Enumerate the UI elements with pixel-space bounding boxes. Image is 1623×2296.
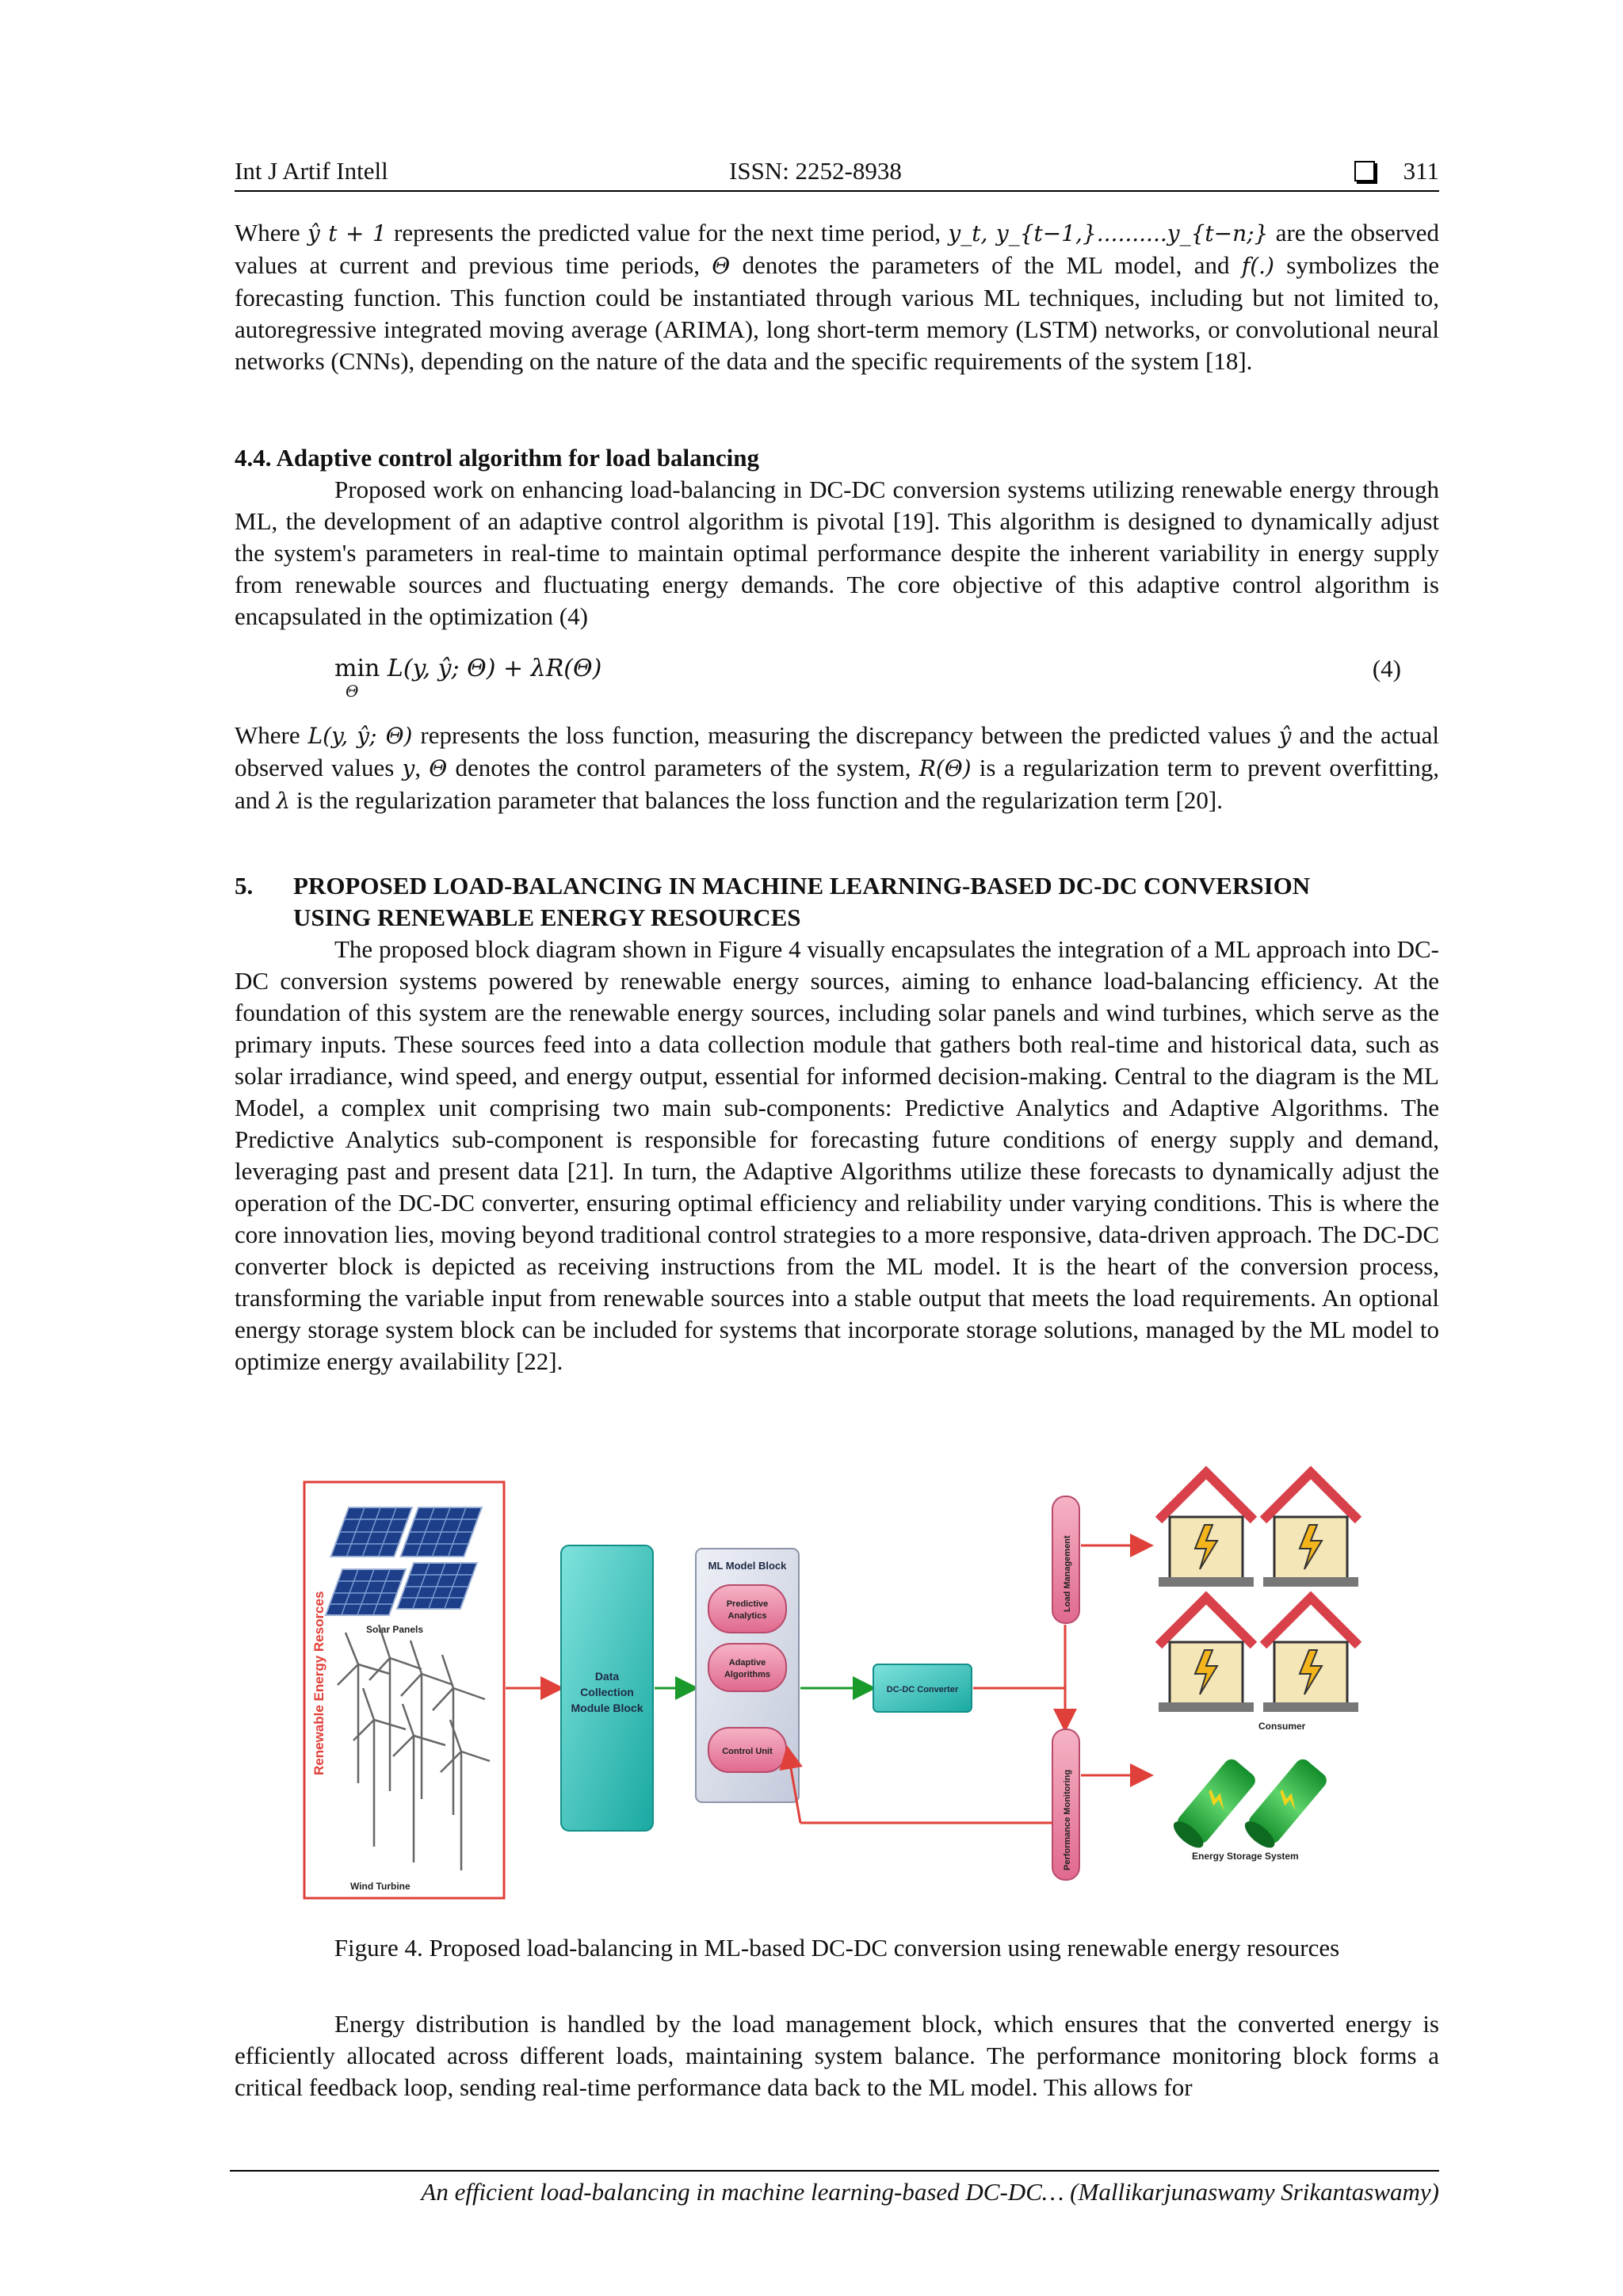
equation-number: (4) — [1372, 655, 1401, 682]
svg-text:DC-DC Converter: DC-DC Converter — [886, 1685, 959, 1694]
svg-text:Algorithms: Algorithms — [724, 1670, 771, 1679]
storage-label: Energy Storage System — [1192, 1851, 1299, 1862]
consumer-houses-icon — [1159, 1473, 1358, 1712]
svg-text:Data: Data — [594, 1670, 620, 1683]
svg-text:Collection: Collection — [580, 1686, 634, 1698]
svg-text:Control Unit: Control Unit — [722, 1747, 773, 1756]
adaptive-algorithms-unit — [708, 1644, 786, 1691]
wind-turbine-label: Wind Turbine — [350, 1881, 411, 1892]
checkbox-square-icon — [1354, 161, 1375, 181]
math-observed: y_t, y_{t−1,}..........y_{t−n;} — [948, 220, 1269, 246]
section-heading-5: 5. — [235, 872, 254, 900]
svg-text:Adaptive: Adaptive — [728, 1658, 766, 1668]
svg-text:Load Management: Load Management — [1063, 1535, 1072, 1612]
equation-4: min Θ L(y, ŷ; Θ) + λR(Θ) (4) — [334, 655, 1401, 701]
section-heading-5-line1: PROPOSED LOAD-BALANCING IN MACHINE LEARNING-BASED DC-DC CONVERSION — [293, 872, 1311, 900]
energy-storage-icon — [1170, 1756, 1330, 1852]
paragraph-loss-definition: Where L(y, ŷ; Θ) represents the loss function, measuring the discrepancy between the predicted values ŷ and the actual observed values y, Θ denotes the control parameters of the system, R(Θ) is a regularization term to prevent overfitting, and λ is the regularization parameter that balances the loss function and the regularization term [20]. — [235, 721, 1439, 814]
block-diagram-svg — [303, 1450, 1381, 1902]
consumer-label: Consumer — [1258, 1721, 1306, 1732]
math-yhat: ŷ t + 1 — [307, 220, 387, 246]
figure-4-block-diagram — [303, 1450, 1381, 1902]
paragraph-adaptive-control: Proposed work on enhancing load-balancing in DC-DC conversion systems utilizing renewable energy through ML, the development of an adaptive control algorithm is pivotal [19]. This algorithm is designed to dynamically adjust the system's parameters in real-time to maintain optimal performance despite the inherent variability in energy supply from renewable sources and fluctuating energy demands. The core objective of this adaptive control algorithm is encapsulated in the optimization (4) — [235, 476, 1439, 630]
figure-caption: Figure 4. Proposed load-balancing in ML-based DC-DC conversion using renewable energy resources — [334, 1934, 1340, 1962]
paragraph-energy-distribution: Energy distribution is handled by the load management block, which ensures that the converted energy is efficiently allocated across different loads, maintaining system balance. The performance monitoring block forms a critical feedback loop, sending real-time performance data back to the ML model. This allows for — [235, 2010, 1439, 2101]
svg-text:Analytics: Analytics — [727, 1611, 767, 1621]
section-heading-5-line2: USING RENEWABLE ENERGY RESOURCES — [293, 904, 801, 931]
svg-text:Module Block: Module Block — [571, 1702, 643, 1714]
ml-block-title: ML Model Block — [708, 1560, 787, 1572]
paragraph-forecast: Where ŷ t + 1 represents the predicted value for the next time period, y_t, y_{t−1,}..........y_{t−n;} are the observed values at current and previous time periods, Θ denotes the parameters of the ML model, and f(.) symbolizes the forecasting function. This function could be instantiated through various ML techniques, including but not limited to, autoregressive integrated moving average (ARIMA), long short-term memory (LSTM) networks, or convolutional neural networks (CNNs), depending on the nature of the data and the specific requirements of the system [18]. — [235, 219, 1439, 375]
renewable-label: Renewable Energy Resorces — [311, 1591, 327, 1775]
predictive-analytics-unit — [708, 1585, 786, 1633]
solar-panels-label: Solar Panels — [366, 1624, 424, 1635]
paragraph-block-diagram: The proposed block diagram shown in Figure 4 visually encapsulates the integration of a ML approach into DC-DC conversion systems powered by renewable energy sources, aiming to enhance load-balancing efficiency. At the foundation of this system are the renewable energy sources, including solar panels and wind turbines, which serve as the primary inputs. These sources feed into a data collection module that gathers both real-time and historical data, such as solar irradiance, wind speed, and energy output, essential for informed decision-making. Central to the diagram is the ML Model, a complex unit comprising two main sub-components: Predictive Analytics and Adaptive Algorithms. The Predictive Analytics sub-component is responsible for forecasting future conditions of energy supply and demand, leveraging past and present data [21]. In turn, the Adaptive Algorithms utilize these forecasts to dynamically adjust the operation of the DC-DC converter, ensuring optimal efficiency and reliability under varying conditions. This is where the core innovation lies, moving beyond traditional control strategies to a more responsive, data-driven approach. The DC-DC converter block is depicted as receiving instructions from the ML model. It is the heart of the conversion process, transforming the variable input from renewable sources into a stable output that meets the load requirements. An optional energy storage system block can be included for systems that incorporate storage solutions, managed by the ML model to optimize energy availability [22]. — [235, 935, 1439, 1375]
svg-text:Performance Monitoring: Performance Monitoring — [1063, 1769, 1072, 1870]
section-heading-4-4: 4.4. Adaptive control algorithm for load balancing — [235, 444, 759, 472]
journal-name: Int J Artif Intell — [235, 157, 388, 185]
footer-rule — [230, 2170, 1439, 2172]
running-header — [235, 155, 1439, 192]
page-number: 311 — [1403, 157, 1439, 185]
running-footer: An efficient load-balancing in machine learning-based DC-DC… (Mallikarjunaswamy Srikantaswamy) — [421, 2178, 1439, 2206]
issn: ISSN: 2252-8938 — [729, 157, 902, 185]
svg-text:Predictive: Predictive — [726, 1599, 769, 1609]
